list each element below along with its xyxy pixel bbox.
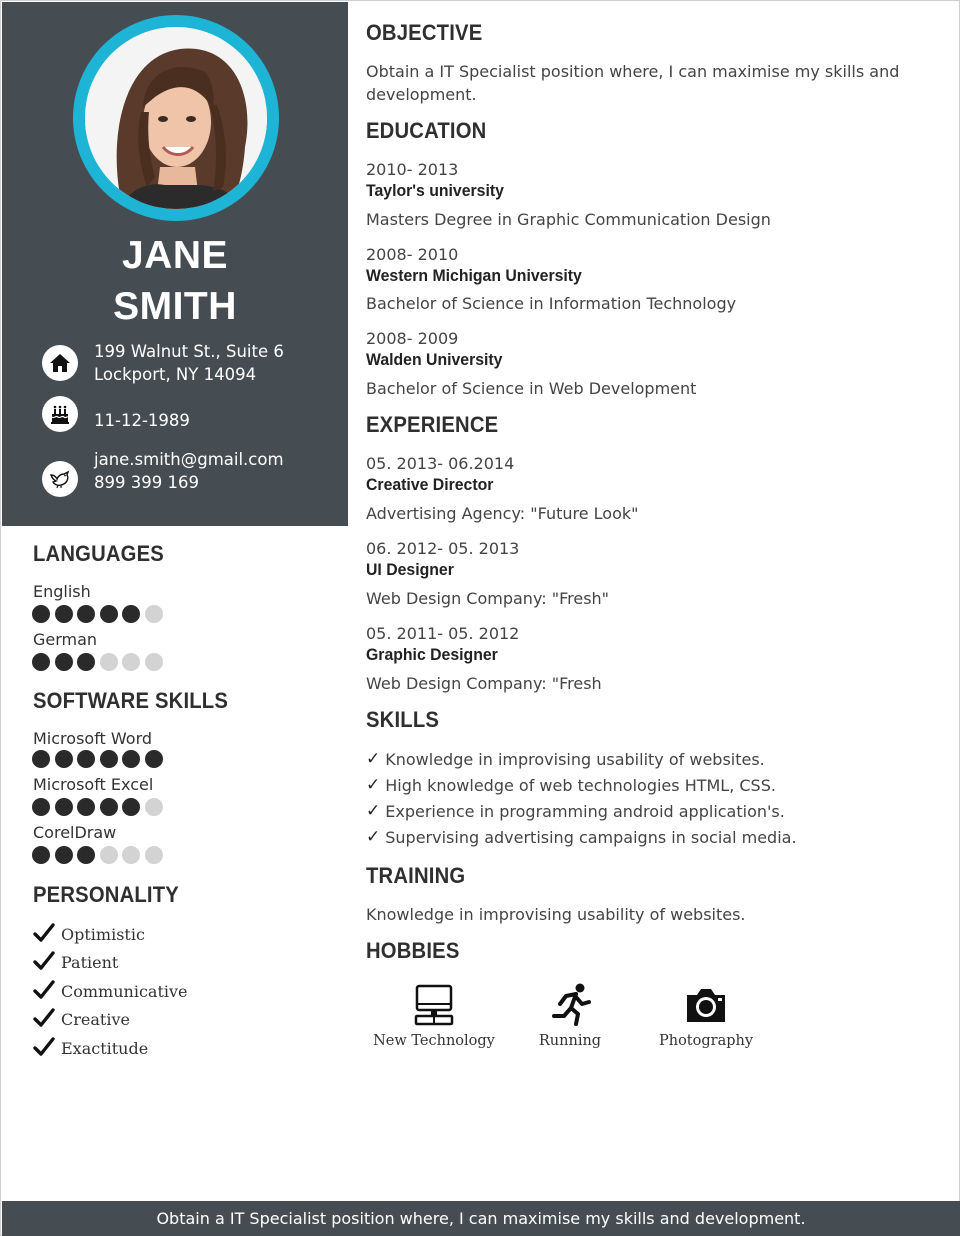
experience-dates: 06. 2012- 05. 2013 xyxy=(366,539,520,558)
software-rating xyxy=(32,846,167,864)
rating-dot-filled xyxy=(32,846,50,864)
language-rating xyxy=(32,605,167,623)
rating-dot-empty xyxy=(145,605,163,623)
training-text: Knowledge in improvising usability of websites. xyxy=(366,905,746,924)
experience-role: UI Designer xyxy=(366,560,454,579)
birthdate: 11-12-1989 xyxy=(94,410,190,430)
skill-item xyxy=(366,749,765,769)
last-name: SMITH xyxy=(113,285,237,328)
experience-role: Creative Director xyxy=(366,475,494,494)
education-heading: EDUCATION xyxy=(366,118,487,143)
camera-icon xyxy=(636,981,776,1029)
skill-text: Knowledge in improvising usability of websites. xyxy=(385,749,765,769)
rating-dot-empty xyxy=(100,846,118,864)
rating-dot-filled xyxy=(77,798,95,816)
bird-icon xyxy=(42,461,78,497)
check-icon xyxy=(33,1036,55,1058)
rating-dot-empty xyxy=(122,846,140,864)
rating-dot-empty xyxy=(145,798,163,816)
experience-role: Graphic Designer xyxy=(366,645,498,664)
hobby-label: Photography xyxy=(658,1033,754,1049)
rating-dot-filled xyxy=(77,750,95,768)
objective-heading: OBJECTIVE xyxy=(366,20,483,45)
rating-dot-filled xyxy=(32,750,50,768)
personality-item xyxy=(33,922,145,944)
running-icon xyxy=(500,981,640,1029)
skill-item xyxy=(366,827,797,847)
home-icon xyxy=(42,345,78,381)
rating-dot-empty xyxy=(145,653,163,671)
check-icon xyxy=(33,979,55,1001)
personality-label: Exactitude xyxy=(61,1039,149,1058)
rating-dot-filled xyxy=(55,605,73,623)
rating-dot-filled xyxy=(77,605,95,623)
personality-label: Communicative xyxy=(61,982,188,1001)
rating-dot-empty xyxy=(122,653,140,671)
skills-heading: SKILLS xyxy=(366,707,440,732)
personality-item xyxy=(33,1007,130,1029)
software-name: Microsoft Excel xyxy=(33,775,154,794)
software-rating xyxy=(32,750,167,768)
rating-dot-filled xyxy=(55,798,73,816)
contact-address xyxy=(42,340,284,386)
hobby-label: New Technology xyxy=(373,1033,495,1049)
rating-dot-filled xyxy=(32,605,50,623)
rating-dot-filled xyxy=(55,750,73,768)
personality-item xyxy=(33,1036,148,1058)
check-icon: ✓ xyxy=(366,801,381,821)
rating-dot-filled xyxy=(55,846,73,864)
address-line-2: Lockport, NY 14094 xyxy=(94,365,257,384)
personality-label: Optimistic xyxy=(61,925,145,944)
check-icon: ✓ xyxy=(366,749,381,769)
email: jane.smith@gmail.com xyxy=(94,450,284,469)
hobby-item xyxy=(636,981,776,1049)
education-school: Western Michigan University xyxy=(366,266,582,285)
experience-company: Web Design Company: "Fresh" xyxy=(366,589,610,608)
rating-dot-filled xyxy=(55,653,73,671)
footer-banner: Obtain a IT Specialist position where, I can maximise my skills and development. xyxy=(2,1201,960,1236)
education-school: Taylor's university xyxy=(366,181,504,200)
rating-dot-filled xyxy=(32,798,50,816)
rating-dot-filled xyxy=(100,798,118,816)
languages-heading: LANGUAGES xyxy=(33,541,164,566)
skill-item xyxy=(366,775,776,795)
rating-dot-filled xyxy=(100,750,118,768)
skill-text: Experience in programming android application's. xyxy=(385,801,785,821)
computer-icon xyxy=(364,981,504,1029)
rating-dot-filled xyxy=(77,846,95,864)
address-line-1: 199 Walnut St., Suite 6 xyxy=(94,342,284,361)
skill-item xyxy=(366,801,785,821)
education-years: 2008- 2009 xyxy=(366,329,459,348)
sidebar-header xyxy=(2,2,348,526)
check-icon xyxy=(33,1007,55,1029)
objective-line-1: Obtain a IT Specialist position where, I can maximise my skills and xyxy=(366,62,900,81)
hobby-item xyxy=(500,981,640,1049)
birthday-cake-icon xyxy=(42,396,78,432)
check-icon: ✓ xyxy=(366,775,381,795)
software-name: Microsoft Word xyxy=(33,729,153,748)
software-rating xyxy=(32,798,167,816)
personality-item xyxy=(33,950,118,972)
education-years: 2008- 2010 xyxy=(366,245,459,264)
personality-label: Creative xyxy=(61,1010,130,1029)
language-name: English xyxy=(33,582,91,601)
objective-line-2: development. xyxy=(366,85,477,104)
experience-dates: 05. 2011- 05. 2012 xyxy=(366,624,520,643)
profile-photo xyxy=(85,27,267,209)
check-icon: ✓ xyxy=(366,827,381,847)
software-skills-heading: SOFTWARE SKILLS xyxy=(33,688,229,713)
skill-text: Supervising advertising campaigns in social media. xyxy=(385,827,797,847)
education-school: Walden University xyxy=(366,350,503,369)
education-degree: Bachelor of Science in Information Technology xyxy=(366,294,737,313)
software-name: CorelDraw xyxy=(33,823,117,842)
check-icon xyxy=(33,922,55,944)
skill-text: High knowledge of web technologies HTML, CSS. xyxy=(385,775,776,795)
education-years: 2010- 2013 xyxy=(366,160,459,179)
experience-company: Advertising Agency: "Future Look" xyxy=(366,504,639,523)
experience-company: Web Design Company: "Fresh xyxy=(366,674,602,693)
profile-photo-ring xyxy=(73,15,279,221)
check-icon xyxy=(33,950,55,972)
contact-birthdate xyxy=(42,396,190,432)
language-name: German xyxy=(33,630,98,649)
contact-email-phone xyxy=(42,445,284,497)
rating-dot-filled xyxy=(122,750,140,768)
language-rating xyxy=(32,653,167,671)
education-degree: Masters Degree in Graphic Communication Design xyxy=(366,210,771,229)
rating-dot-filled xyxy=(145,750,163,768)
experience-heading: EXPERIENCE xyxy=(366,412,499,437)
rating-dot-filled xyxy=(100,605,118,623)
rating-dot-filled xyxy=(122,798,140,816)
rating-dot-filled xyxy=(77,653,95,671)
rating-dot-empty xyxy=(100,653,118,671)
rating-dot-filled xyxy=(122,605,140,623)
first-name: JANE xyxy=(121,234,229,277)
training-heading: TRAINING xyxy=(366,863,466,888)
education-degree: Bachelor of Science in Web Development xyxy=(366,379,697,398)
personality-item xyxy=(33,979,188,1001)
rating-dot-filled xyxy=(32,653,50,671)
phone: 899 399 169 xyxy=(94,473,199,492)
experience-dates: 05. 2013- 06.2014 xyxy=(366,454,515,473)
rating-dot-empty xyxy=(145,846,163,864)
hobbies-heading: HOBBIES xyxy=(366,938,460,963)
personality-heading: PERSONALITY xyxy=(33,882,179,907)
hobby-item xyxy=(364,981,504,1049)
hobby-label: Running xyxy=(538,1033,602,1049)
personality-label: Patient xyxy=(61,953,119,972)
